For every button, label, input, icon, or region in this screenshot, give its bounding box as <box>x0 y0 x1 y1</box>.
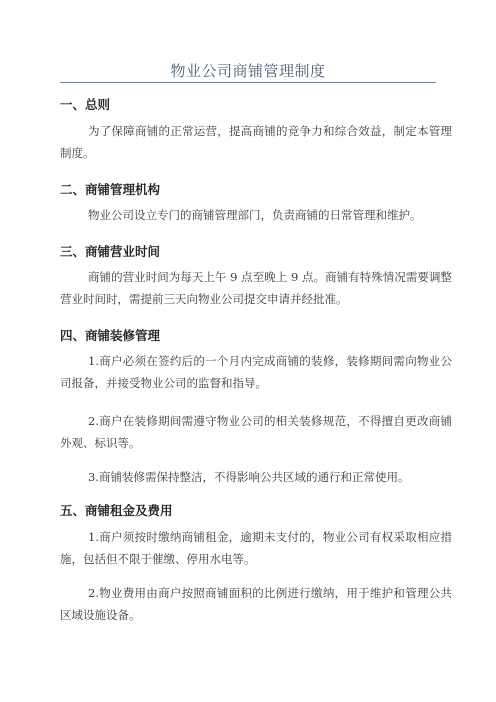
section-heading-management-org: 二、商铺管理机构 <box>60 182 161 197</box>
document-title: 物业公司商铺管理制度 <box>170 62 326 80</box>
title-divider <box>60 82 436 83</box>
section-paragraph-business-hours: 商铺的营业时间为每天上午 9 点至晚上 9 点。商铺有特殊情况需要调整营业时间时，需提前三天向物业公司提交申请并经批准。 <box>60 270 452 306</box>
section-heading-rent-fees: 五、商铺租金及费用 <box>60 503 173 518</box>
section-heading-business-hours: 三、商铺营业时间 <box>60 244 161 259</box>
section-paragraph-general: 为了保障商铺的正常运营，提高商铺的竞争力和综合效益，制定本管理制度。 <box>60 124 452 160</box>
section-paragraph-renovation-2: 2.商户在装修期间需遵守物业公司的相关装修规范，不得擅自更改商铺外观、标识等。 <box>60 414 452 450</box>
section-heading-general: 一、总则 <box>60 97 111 112</box>
section-paragraph-rent-fees-1: 1.商户须按时缴纳商铺租金，逾期未支付的，物业公司有权采取相应措施，包括但不限于催缴、停用水电等。 <box>60 530 452 566</box>
section-paragraph-renovation-1: 1.商户必须在签约后的一个月内完成商铺的装修，装修期间需向物业公司报备，并接受物业公司的监督和指导。 <box>60 354 452 390</box>
section-paragraph-renovation-3: 3.商铺装修需保持整洁，不得影响公共区域的通行和正常使用。 <box>88 470 410 484</box>
section-paragraph-management-org: 物业公司设立专门的商铺管理部门，负责商铺的日常管理和维护。 <box>88 208 422 222</box>
section-paragraph-rent-fees-2: 2.物业费用由商户按照商铺面积的比例进行缴纳，用于维护和管理公共区域设施设备。 <box>60 586 452 622</box>
section-heading-renovation: 四、商铺装修管理 <box>60 328 161 343</box>
